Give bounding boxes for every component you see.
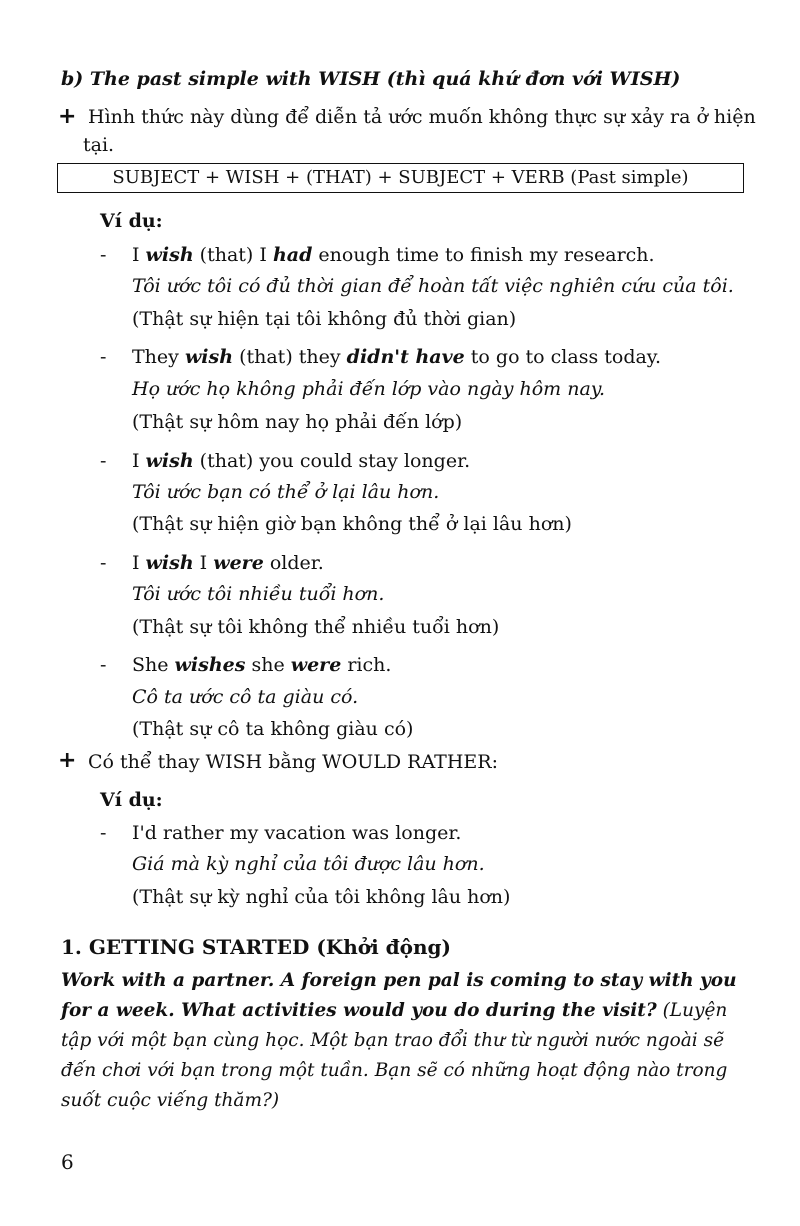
example-label: Ví dụ: [100, 789, 163, 811]
example-dash: - [100, 450, 107, 472]
formula-box: SUBJECT + WISH + (THAT) + SUBJECT + VERB (Past simple) [57, 163, 744, 193]
section-1-title: 1. GETTING STARTED (Khởi động) [61, 935, 451, 959]
example-note: (Thật sự hôm nay họ phải đến lớp) [132, 411, 463, 433]
example-dash: - [100, 244, 107, 266]
plus-bullet-icon: + [58, 748, 77, 773]
example-note: (Thật sự tôi không thể nhiều tuổi hơn) [132, 616, 500, 638]
bullet1-text-line2: tại. [83, 134, 115, 156]
bullet1-text-line1: Hình thức này dùng để diễn tả ước muốn không thực sự xảy ra ở hiện [88, 106, 756, 128]
section-b-title: b) The past simple with WISH (thì quá khứ đơn với WISH) [61, 68, 681, 90]
example-note: (Thật sự hiện tại tôi không đủ thời gian) [132, 308, 517, 330]
example-sentence: I wish (that) I had enough time to finish my research. [132, 244, 655, 266]
example-translation: Tôi ước tôi có đủ thời gian để hoàn tất việc nghiên cứu của tôi. [132, 275, 734, 297]
example-translation: Tôi ước bạn có thể ở lại lâu hơn. [132, 481, 440, 503]
example-dash: - [100, 552, 107, 574]
example-note: (Thật sự cô ta không giàu có) [132, 718, 414, 740]
example-translation: Cô ta ước cô ta giàu có. [132, 686, 359, 708]
section-1-paragraph: Work with a partner. A foreign pen pal is coming to stay with you for a week. What activities would you do during the visit? (Luyện tập với một bạn cùng học. Một bạn trao đổi thư từ người nước ngoài sẽ đến chơi với bạn trong một tuần. Bạn sẽ có những hoạt động nào trong suốt cuộc viếng thăm?) [61, 970, 737, 1111]
bullet2-text: Có thể thay WISH bằng WOULD RATHER: [88, 751, 498, 773]
example-sentence: I wish I were older. [132, 552, 324, 574]
example-note: (Thật sự kỳ nghỉ của tôi không lâu hơn) [132, 886, 511, 908]
example-translation: Họ ước họ không phải đến lớp vào ngày hôm nay. [132, 378, 606, 400]
example-note: (Thật sự hiện giờ bạn không thể ở lại lâu hơn) [132, 513, 572, 535]
example-translation: Giá mà kỳ nghỉ của tôi được lâu hơn. [132, 853, 485, 875]
example-translation: Tôi ước tôi nhiều tuổi hơn. [132, 583, 385, 605]
page-number: 6 [61, 1150, 74, 1174]
example-sentence: She wishes she were rich. [132, 654, 392, 676]
plus-bullet-icon: + [58, 104, 77, 129]
example-sentence: I wish (that) you could stay longer. [132, 450, 471, 472]
example-label: Ví dụ: [100, 210, 163, 232]
example-dash: - [100, 346, 107, 368]
example-sentence: They wish (that) they didn't have to go to class today. [132, 346, 662, 368]
example-sentence: I'd rather my vacation was longer. [132, 822, 462, 844]
example-dash: - [100, 654, 107, 676]
example-dash: - [100, 822, 107, 844]
